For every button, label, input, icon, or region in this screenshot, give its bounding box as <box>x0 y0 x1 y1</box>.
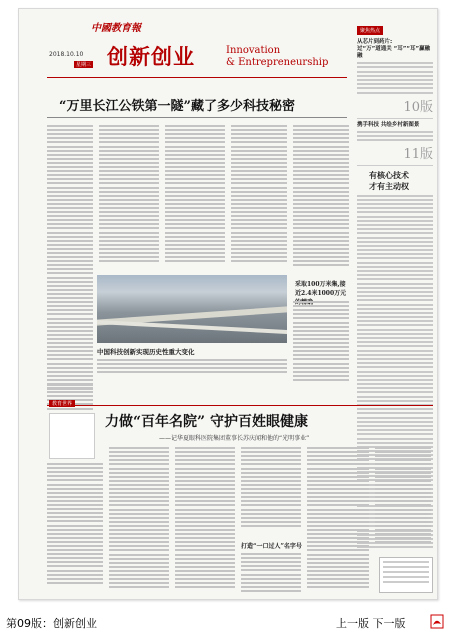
story1-column-5b <box>293 299 349 383</box>
masthead-divider <box>47 77 347 78</box>
prev-page-link[interactable]: 上一版 <box>336 617 369 630</box>
story2-column-6 <box>375 445 431 545</box>
story1-column-3 <box>165 123 225 264</box>
story1-photo-tunnel-bridge <box>97 275 287 343</box>
story1-subhead: 采取100万米集,接 近2.4米1000万元 <box>295 281 347 297</box>
story1-column-5 <box>293 123 349 268</box>
sidebar-quote: 有核心技术 才有主动权 <box>369 170 409 192</box>
sidebar-page-ref-a: 10版 <box>403 99 433 115</box>
story1-divider <box>47 117 347 118</box>
story2-column-3 <box>175 445 235 590</box>
story1-photo-caption: 中国科技创新实现历史性重大变化 <box>97 348 195 356</box>
story2-column-2 <box>109 445 169 590</box>
sidebar-page-ref-b: 11版 <box>403 147 433 163</box>
story2-headline: 力做“百年名院” 守护百姓眼健康 <box>105 414 308 430</box>
story2-column-4b <box>241 551 301 594</box>
story1-column-1b <box>47 361 93 392</box>
page-nav <box>336 615 406 631</box>
story2-column-5 <box>307 445 369 590</box>
story1-column-4 <box>231 123 287 264</box>
story2-badge-image <box>49 413 95 459</box>
section-title: 创新创业 <box>107 44 195 69</box>
story2-section-tag: 教育世界 <box>49 400 75 407</box>
sidebar-divider <box>357 118 433 119</box>
sidebar-text-2 <box>357 131 433 141</box>
page-footer <box>0 612 452 634</box>
story1-headline: “万里长江公铁第一隧”藏了多少科技秘密 <box>59 99 295 114</box>
issue-date: 2018.10.10 <box>49 51 84 58</box>
story1-caption-text <box>97 357 287 375</box>
sidebar-item-2: 携手科技 共绘乡村新图景 <box>357 121 420 128</box>
section-english-title: Innovation & Entrepreneurship <box>226 45 329 68</box>
story2-column-1 <box>47 461 103 586</box>
next-page-link[interactable]: 下一版 <box>372 617 406 630</box>
editor-info-box <box>379 557 433 593</box>
sidebar-text <box>357 62 433 93</box>
story2-inline-head: 打造“一口过人”名字号 <box>241 543 302 550</box>
page-label: 第09版：创新创业 <box>6 617 97 630</box>
issue-weekday: 星期三 <box>76 62 92 68</box>
sidebar-divider-2 <box>357 165 433 166</box>
sidebar-headline: 从芯片到药片: 过“万”道通关 “耳”“耳”赢融融 <box>357 39 431 59</box>
story2-subhead: ——记华夏眼科医院集团董事长苏庆闻和他的“光明事业” <box>159 435 310 442</box>
story2-column-4 <box>241 445 301 529</box>
newspaper-logo: 中國教育報 <box>91 23 141 34</box>
pdf-icon[interactable] <box>430 614 444 629</box>
story1-column-2 <box>99 123 159 264</box>
story2-divider <box>47 405 433 406</box>
newspaper-page <box>18 8 438 600</box>
sidebar-tag: 聚焦热点 <box>357 26 383 35</box>
